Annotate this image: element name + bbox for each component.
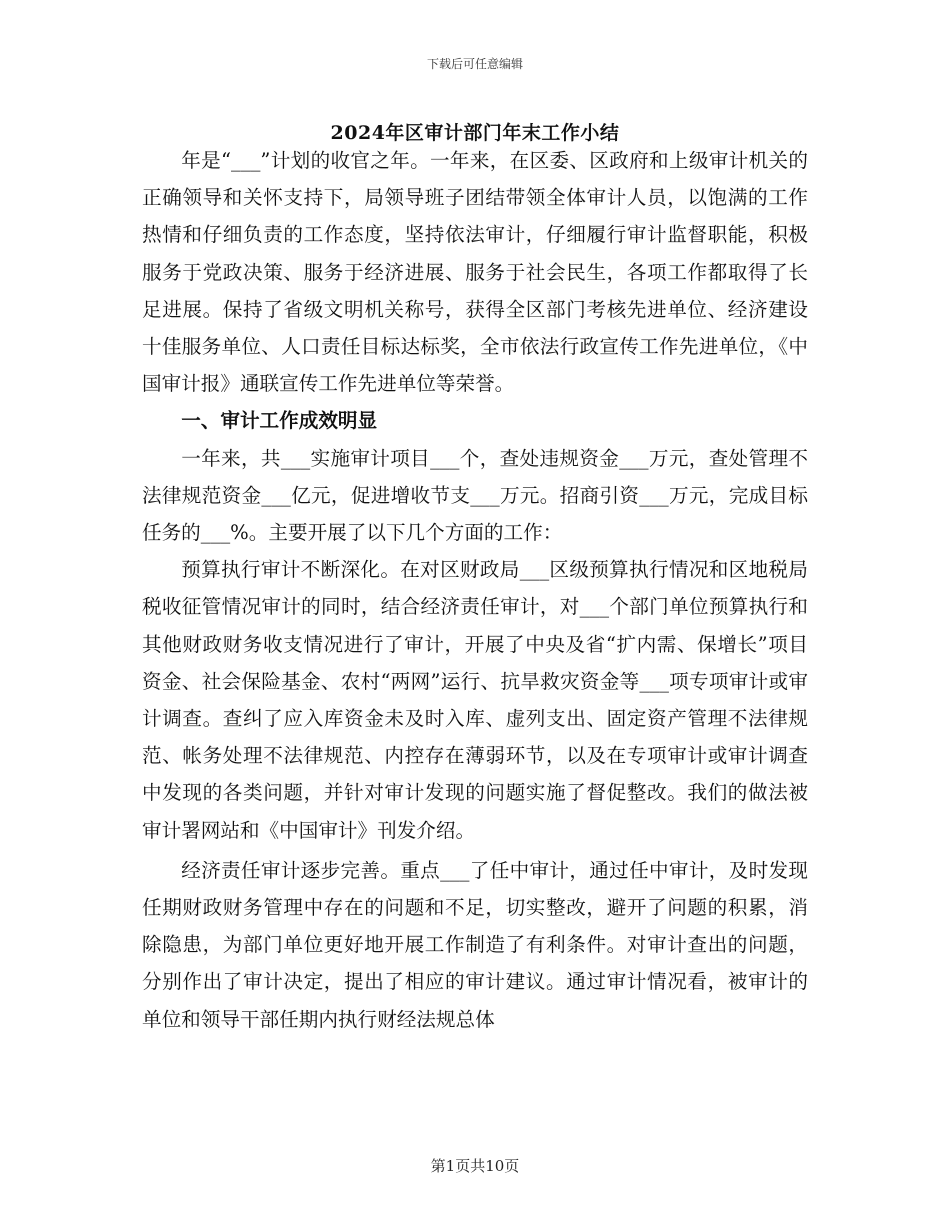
paragraph-budget-audit: 预算执行审计不断深化。在对区财政局___区级预算执行情况和区地税局税收征管情况审计的同时，结合经济责任审计，对___个部门单位预算执行和其他财政财务收支情况进行了审计，开展了中央及省“扩内需、保增长”项目资金、社会保险基金、农村“两网”运行、抗旱救灾资金等___项专项审计或审计调查。查纠了应入库资金未及时入库、虚列支出、固定资产管理不法律规范、帐务处理不法律规范、内控存在薄弱环节，以及在专项审计或审计调查中发现的各类问题，并针对审计发现的问题实施了督促整改。我们的做法被审计署网站和《中国审计》刊发介绍。 <box>142 558 808 842</box>
document-title: 2024年区审计部门年末工作小结 <box>330 122 620 144</box>
document-body <box>142 142 808 1038</box>
paragraph-summary: 一年来，共___实施审计项目___个，查处违规资金___万元，查处管理不法律规范资金___亿元，促进增收节支___万元。招商引资___万元，完成目标任务的___%。主要开展了以下几个方面的工作： <box>142 446 808 545</box>
page-footer: 第1页共10页 <box>430 1157 520 1175</box>
paragraph-intro: 年是“___”计划的收官之年。一年来，在区委、区政府和上级审计机关的正确领导和关怀支持下，局领导班子团结带领全体审计人员，以饱满的工作热情和仔细负责的工作态度，坚持依法审计，仔细履行审计监督职能，积极服务于党政决策、服务于经济进展、服务于社会民生，各项工作都取得了长足进展。保持了省级文明机关称号，获得全区部门考核先进单位、经济建设十佳服务单位、人口责任目标达标奖，全市依法行政宣传工作先进单位，《中国审计报》通联宣传工作先进单位等荣誉。 <box>142 149 808 396</box>
header-note: 下载后可任意编辑 <box>426 57 523 71</box>
section-heading: 一、审计工作成效明显 <box>181 409 378 433</box>
paragraph-economic-responsibility: 经济责任审计逐步完善。重点___了任中审计，通过任中审计，及时发现任期财政财务管理中存在的问题和不足，切实整改，避开了问题的积累，消除隐患，为部门单位更好地开展工作制造了有利条件。对审计查出的问题，分别作出了审计决定，提出了相应的审计建议。通过审计情况看，被审计的单位和领导干部任期内执行财经法规总体 <box>142 858 808 1031</box>
